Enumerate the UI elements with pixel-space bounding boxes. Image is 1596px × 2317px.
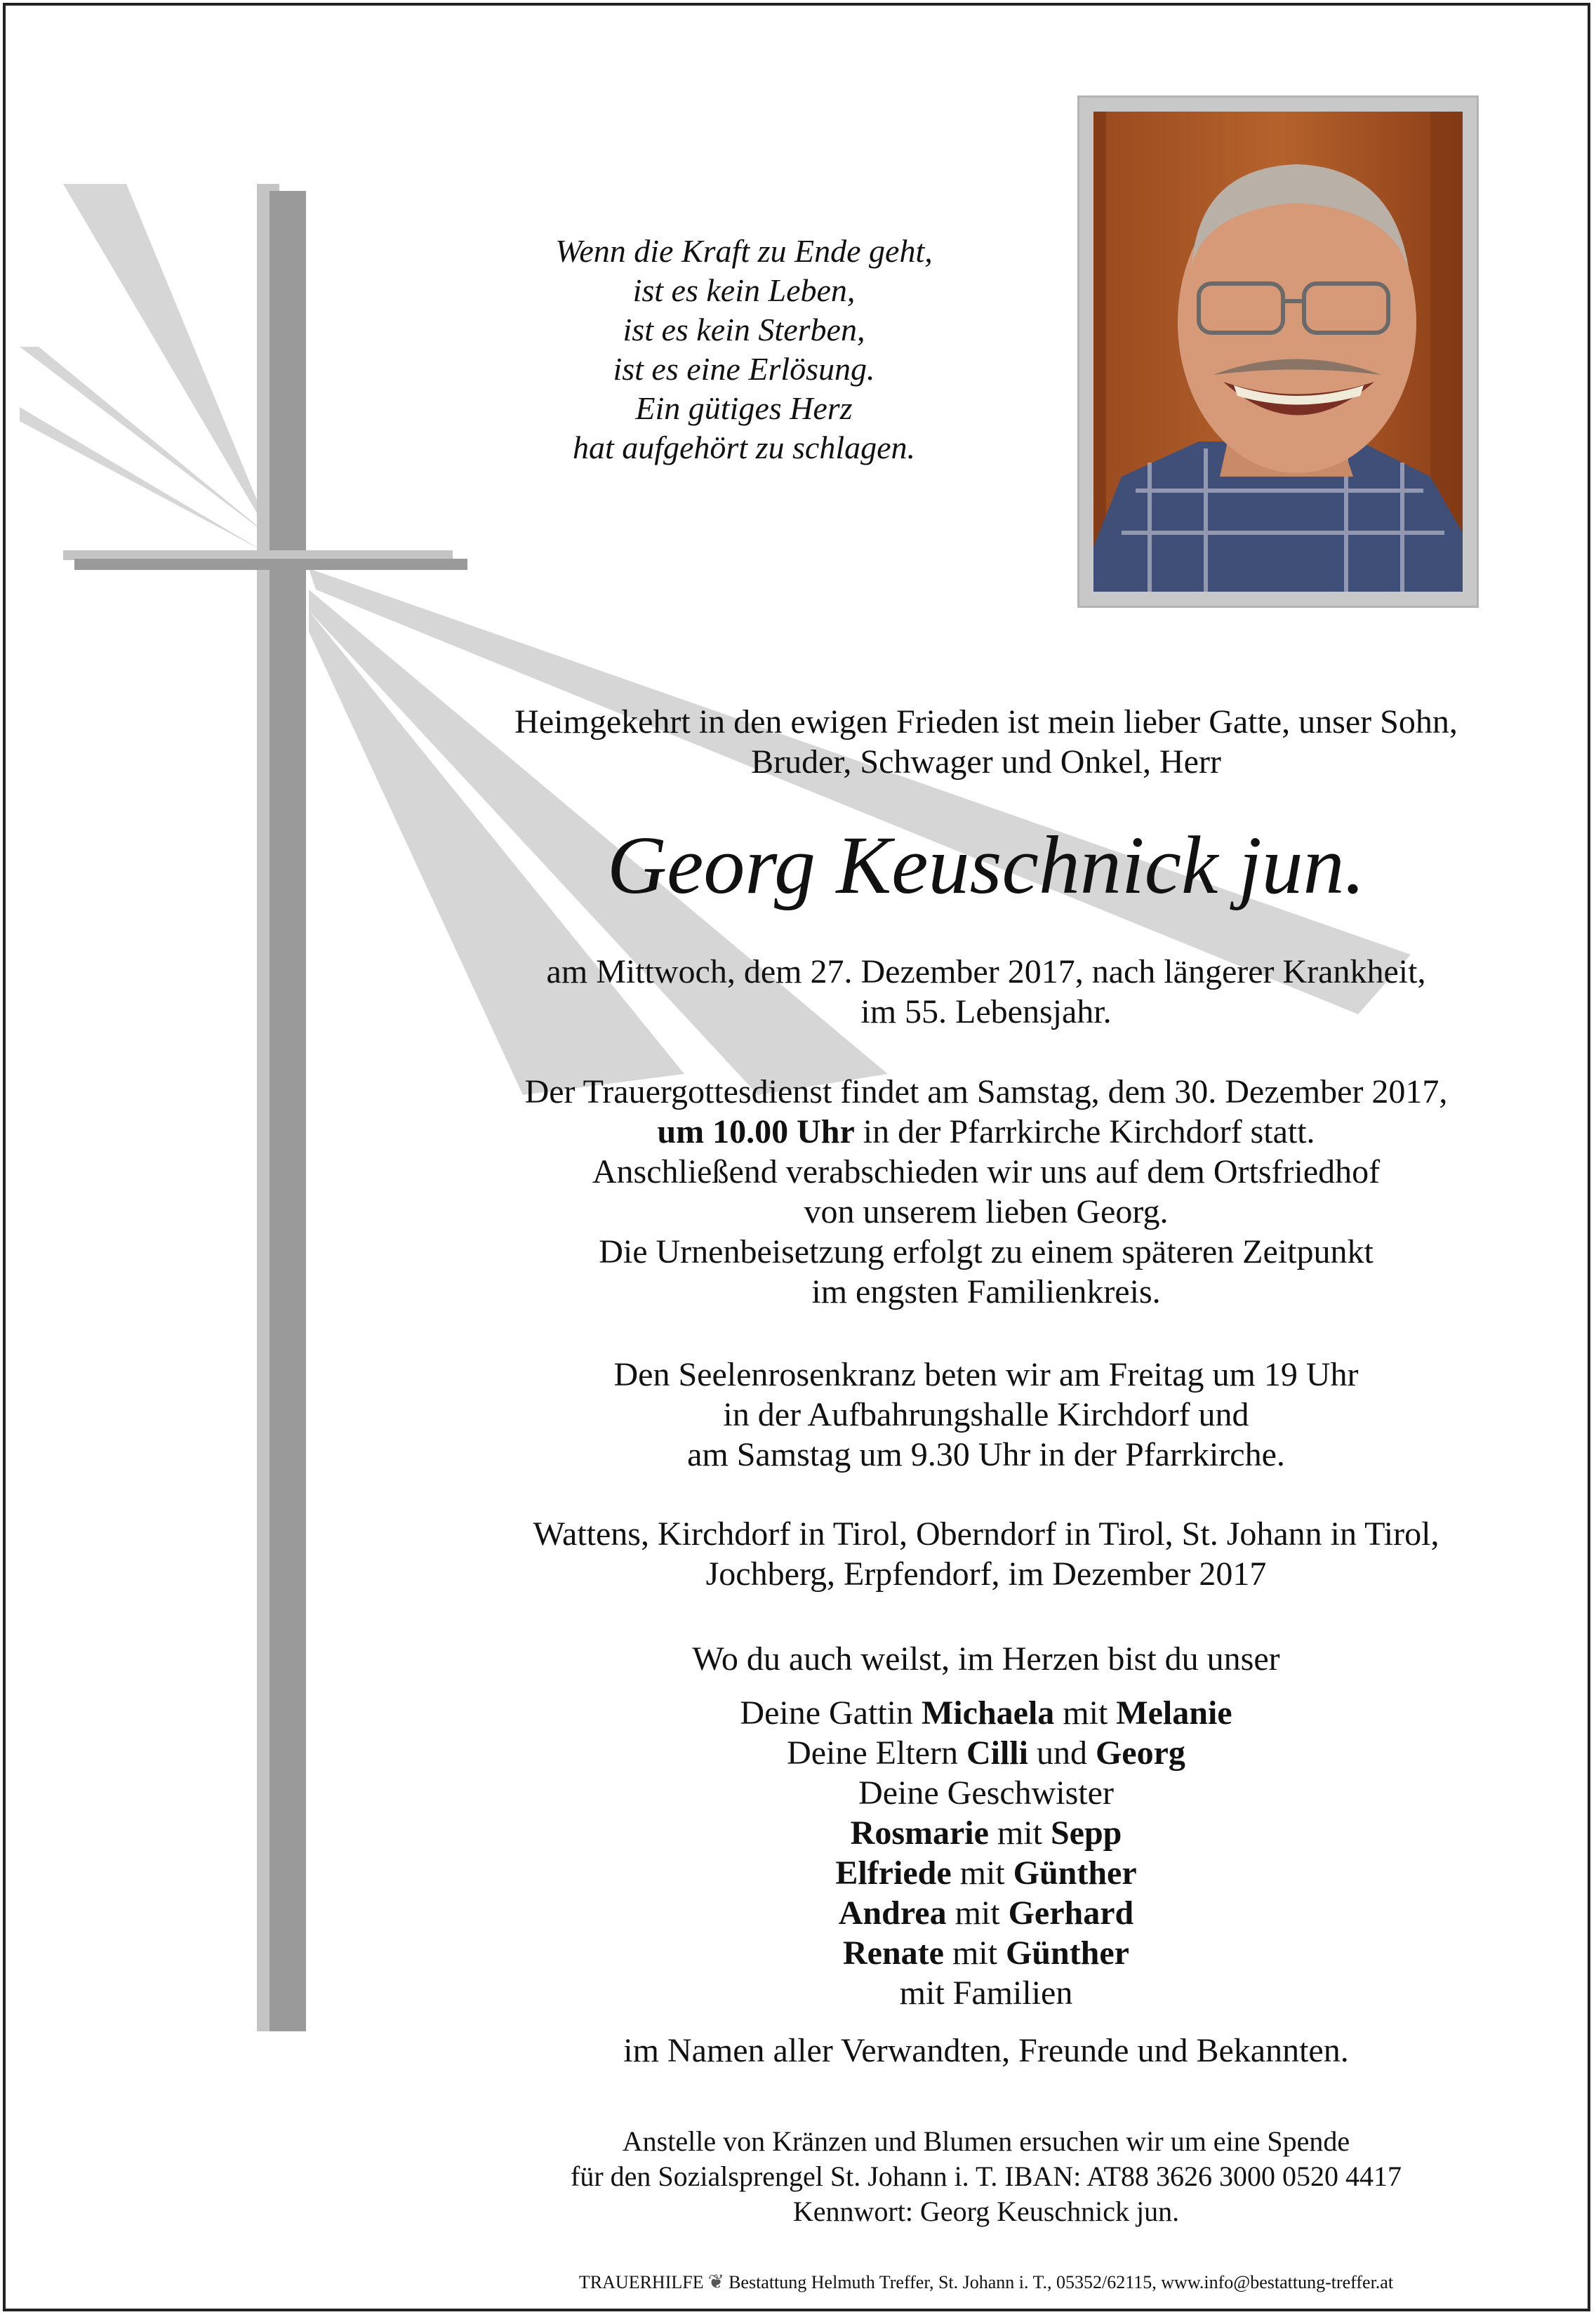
mourner-conjunction: mit [951, 1854, 1013, 1892]
donation-line: Anstelle von Kränzen und Blumen ersuchen wir um eine Spende [622, 2125, 1350, 2157]
farewell-line: Wo du auch weilst, im Herzen bist du unser [692, 1640, 1280, 1678]
poem-line: hat aufgehört zu schlagen. [572, 430, 916, 465]
intro-text [449, 702, 1523, 782]
mourner-name: Michaela [922, 1694, 1055, 1732]
poem-line: ist es kein Leben, [632, 272, 856, 308]
sibling-entry [449, 1813, 1523, 1853]
portrait-photo [1093, 112, 1463, 592]
mourner-conjunction: mit [943, 1934, 1006, 1972]
service-time: um 10.00 Uhr [657, 1113, 855, 1150]
service-line: Anschließend verabschieden wir uns auf dem Ortsfriedhof [592, 1153, 1381, 1190]
mourner-wife [449, 1693, 1523, 1733]
death-line: im 55. Lebensjahr. [860, 993, 1112, 1030]
sibling-name: Andrea [838, 1894, 947, 1932]
deceased-name: Georg Keuschnick jun. [606, 819, 1366, 911]
sibling-partner: Sepp [1050, 1814, 1122, 1852]
sibling-name: Renate [843, 1934, 944, 1972]
mourner-prefix: Deine Gattin [740, 1694, 922, 1732]
rosary-line: am Samstag um 9.30 Uhr in der Pfarrkirche. [687, 1436, 1285, 1473]
sibling-name: Rosmarie [850, 1814, 989, 1852]
poem-line: ist es kein Sterben, [623, 312, 865, 347]
death-info [449, 952, 1523, 1032]
poem [449, 232, 1039, 467]
service-line: Die Urnenbeisetzung erfolgt zu einem späteren Zeitpunkt [599, 1233, 1374, 1270]
donation-line: Kennwort: Georg Keuschnick jun. [792, 2196, 1180, 2227]
mourner-conjunction: mit [988, 1814, 1051, 1852]
poem-line: Wenn die Kraft zu Ende geht, [555, 233, 933, 269]
places-line: Jochberg, Erpfendorf, im Dezember 2017 [705, 1555, 1267, 1593]
poem-line: ist es eine Erlösung. [613, 351, 875, 387]
service-location: in der Pfarrkirche Kirchdorf statt. [854, 1113, 1315, 1150]
service-line: im engsten Familienkreis. [811, 1273, 1161, 1310]
service-line: Der Trauergottesdienst findet am Samstag, dem 30. Dezember 2017, [524, 1073, 1448, 1110]
mourner-conjunction: mit [1054, 1694, 1117, 1732]
donation-line: für den Sozialsprengel St. Johann i. T. IBAN: AT88 3626 3000 0520 4417 [571, 2160, 1402, 2192]
service-info [449, 1072, 1523, 1312]
rosary-info [449, 1355, 1523, 1475]
mourner-conjunction: und [1028, 1734, 1096, 1772]
footer [449, 2271, 1523, 2295]
leaf-logo-icon: ❦ [707, 2271, 725, 2293]
service-line: von unserem lieben Georg. [804, 1193, 1169, 1230]
mourner-name: Melanie [1116, 1694, 1232, 1732]
service-line [449, 1112, 1523, 1152]
families-line: mit Familien [899, 1974, 1073, 2012]
poem-line: Ein gütiges Herz [635, 390, 853, 426]
rosary-line: Den Seelenrosenkranz beten wir am Freitag um 19 Uhr [613, 1356, 1359, 1393]
sibling-entry [449, 1933, 1523, 1973]
death-line: am Mittwoch, dem 27. Dezember 2017, nach längerer Krankheit, [546, 953, 1426, 990]
intro-line: Heimgekehrt in den ewigen Frieden ist mein lieber Gatte, unser Sohn, [514, 703, 1458, 741]
sibling-partner: Gerhard [1008, 1894, 1134, 1932]
donation-note [449, 2124, 1523, 2229]
mourner-parents [449, 1733, 1523, 1773]
places-line: Wattens, Kirchdorf in Tirol, Oberndorf in Tirol, St. Johann in Tirol, [533, 1515, 1439, 1553]
intro-line: Bruder, Schwager und Onkel, Herr [751, 743, 1221, 781]
places-date [449, 1514, 1523, 1594]
portrait-illustration [1093, 112, 1463, 592]
closing-line: im Namen aller Verwandten, Freunde und Bekannten. [623, 2032, 1349, 2069]
footer-brand: TRAUERHILFE [578, 2272, 704, 2292]
footer-text: Bestattung Helmuth Treffer, St. Johann i. T., 05352/62115, www.info@bestattung-treffer.at [729, 2272, 1394, 2292]
mourner-conjunction: mit [946, 1894, 1009, 1932]
sibling-partner: Günther [1013, 1854, 1137, 1892]
mourner-prefix: Deine Eltern [787, 1734, 966, 1772]
mourners-list [449, 1693, 1523, 2013]
sibling-entry [449, 1853, 1523, 1893]
portrait-frame [1077, 95, 1479, 608]
sibling-name: Elfriede [835, 1854, 952, 1892]
rosary-line: in der Aufbahrungshalle Kirchdorf und [723, 1396, 1249, 1433]
mourner-name: Cilli [966, 1734, 1028, 1772]
sibling-partner: Günther [1005, 1934, 1129, 1972]
sibling-entry [449, 1893, 1523, 1933]
mourner-name: Georg [1095, 1734, 1185, 1772]
siblings-heading: Deine Geschwister [858, 1774, 1114, 1812]
